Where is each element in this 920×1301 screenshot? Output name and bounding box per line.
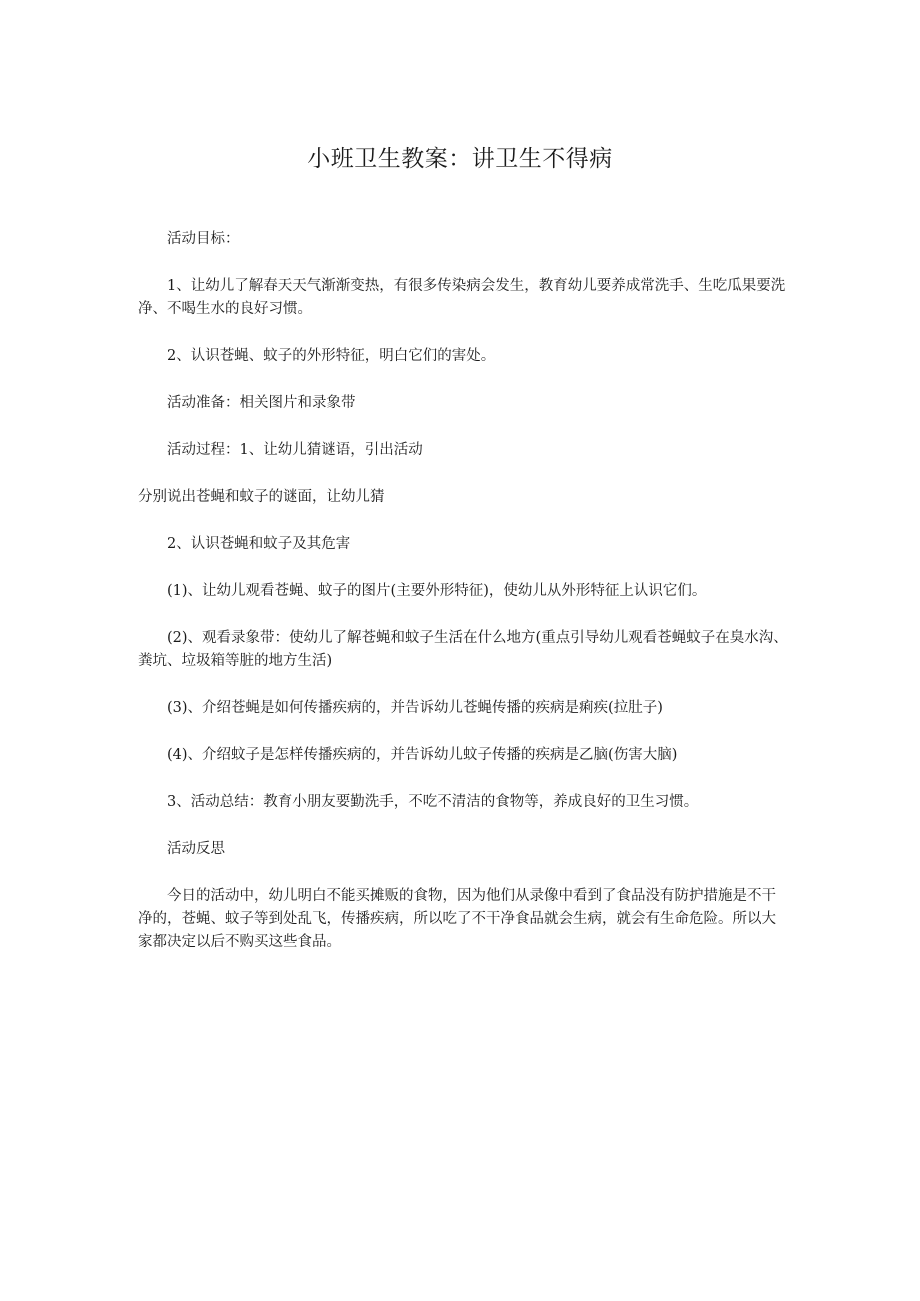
section-heading-reflection: 活动反思 [167, 841, 225, 857]
section-heading-goals: 活动目标： [167, 231, 240, 247]
document-title: 小班卫生教案：讲卫生不得病 [307, 146, 613, 172]
process-substep-1: (1)、让幼儿观看苍蝇、蚊子的图片(主要外形特征)，使幼儿从外形特征上认识它们。 [167, 583, 707, 599]
process-step-3-summary: 3、活动总结：教育小朋友要勤洗手，不吃不清洁的食物等，养成良好的卫生习惯。 [167, 794, 699, 810]
process-step-1: 活动过程：1、让幼儿猜谜语，引出活动 [167, 442, 423, 458]
process-substep-2: (2)、观看录象带：使幼儿了解苍蝇和蚊子生活在什么地方(重点引导幼儿观看苍蝇蚊子在臭水沟、粪坑、垃圾箱等脏的地方生活) [138, 630, 788, 669]
process-substep-3: (3)、介绍苍蝇是如何传播疾病的，并告诉幼儿苍蝇传播的疾病是痢疾(拉肚子) [167, 700, 663, 716]
document-body [138, 228, 788, 978]
process-step-1-detail: 分别说出苍蝇和蚊子的谜面，让幼儿猜 [138, 489, 385, 505]
preparation-line: 活动准备：相关图片和录象带 [167, 395, 356, 411]
process-substep-4: (4)、介绍蚊子是怎样传播疾病的，并告诉幼儿蚊子传播的疾病是乙脑(伤害大脑) [167, 747, 678, 763]
goal-item-2: 2、认识苍蝇、蚊子的外形特征，明白它们的害处。 [167, 348, 496, 364]
process-step-2: 2、认识苍蝇和蚊子及其危害 [167, 536, 351, 552]
goal-item-1: 1、让幼儿了解春天天气渐渐变热，有很多传染病会发生，教育幼儿要养成常洗手、生吃瓜果要洗净、不喝生水的良好习惯。 [138, 278, 786, 317]
reflection-text: 今日的活动中，幼儿明白不能买摊贩的食物，因为他们从录像中看到了食品没有防护措施是不干净的，苍蝇、蚊子等到处乱飞，传播疾病，所以吃了不干净食品就会生病，就会有生命危险。所以大家都决定以后不购买这些食品。 [138, 888, 776, 950]
